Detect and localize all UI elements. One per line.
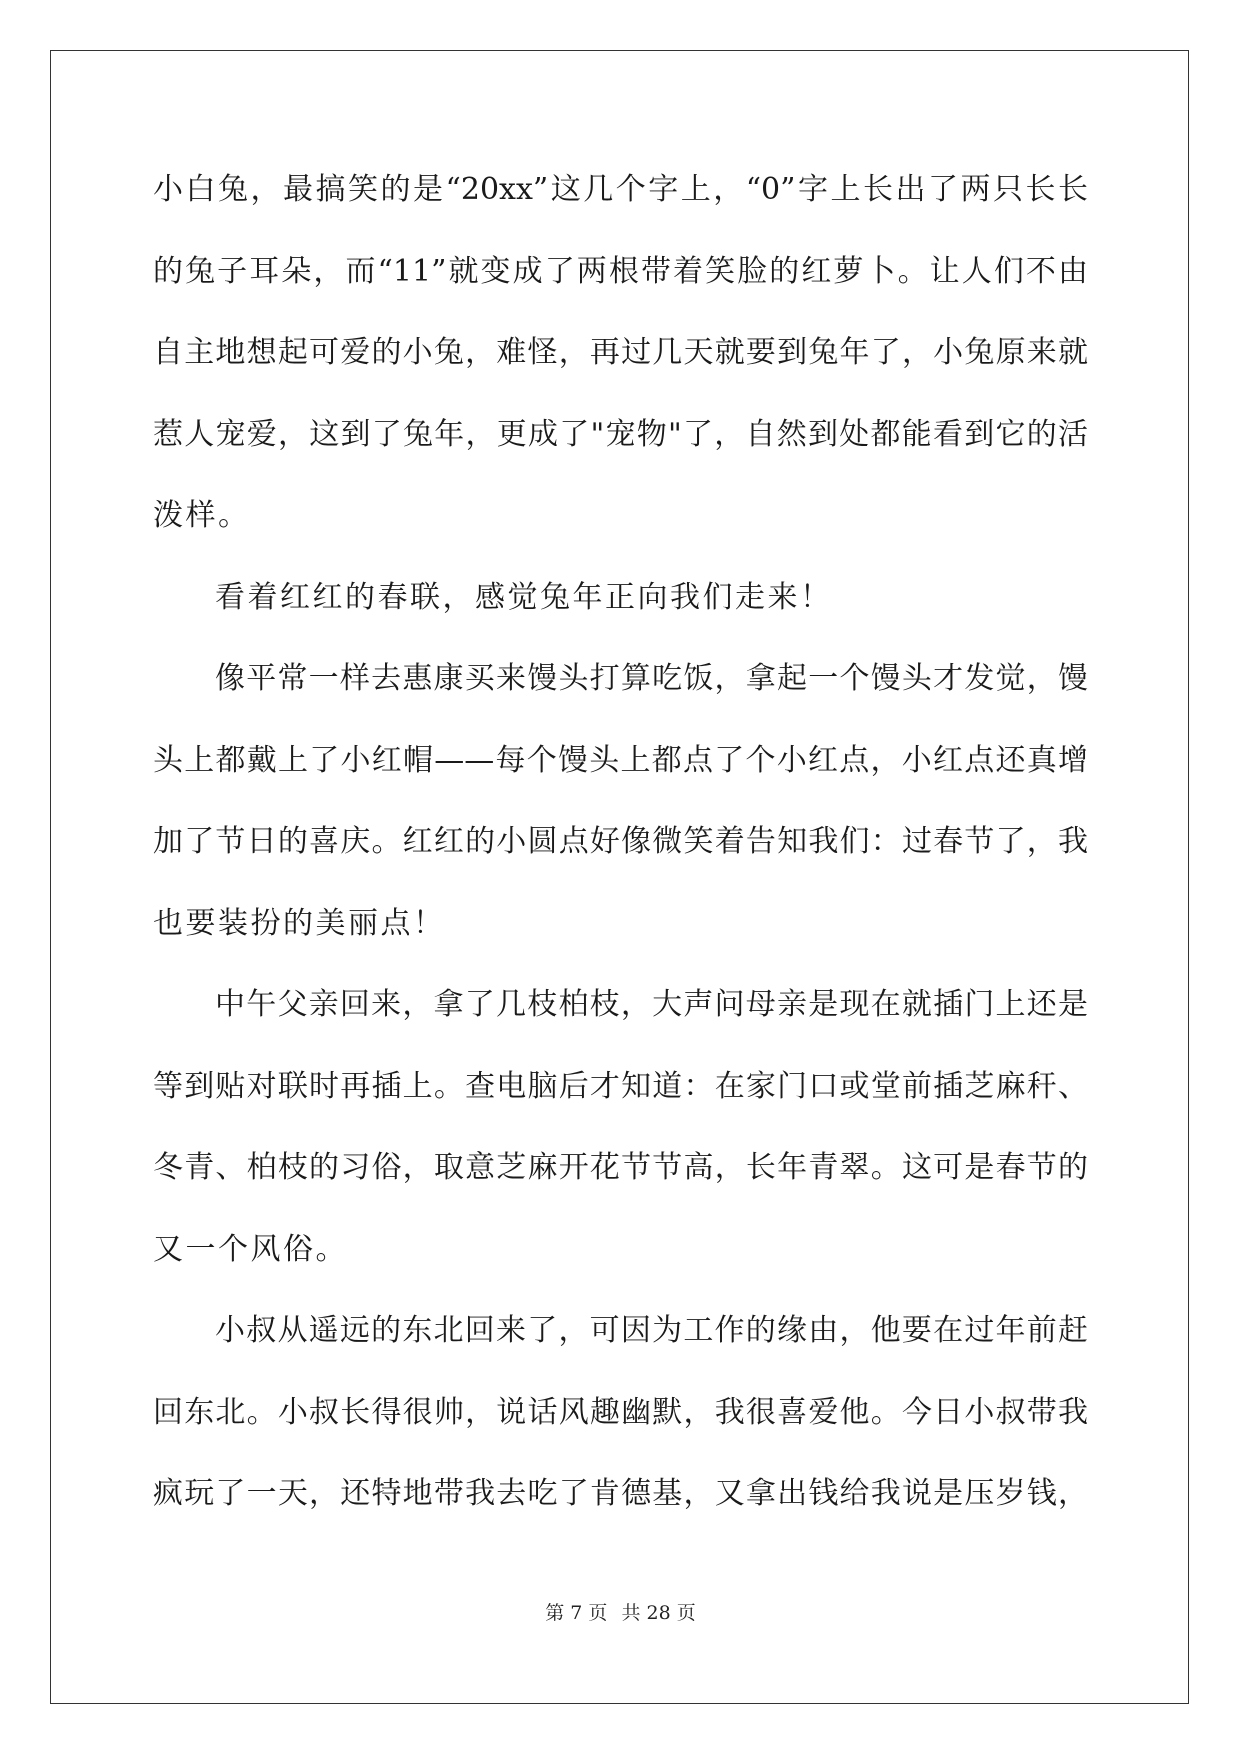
text-line-10: 也要装扮的美丽点！ [153,905,446,941]
text-line-17: 疯玩了一天，还特地带我去吃了肯德基，又拿出钱给我说是压岁钱， [153,1476,1088,1511]
text-line-16: 回东北。小叔长得很帅，说话风趣幽默，我很喜爱他。今日小叔带我 [153,1394,1088,1430]
document-body [153,160,1088,1546]
text-line-4: 惹人宠爱，这到了兔年，更成了"宠物"了，自然到处都能看到它的活 [153,416,1088,452]
text-line-14: 又一个风俗。 [153,1231,348,1267]
page-footer [0,1598,1241,1625]
text-line-9: 加了节日的喜庆。红红的小圆点好像微笑着告知我们：过春节了，我 [153,824,1088,859]
text-line-7: 像平常一样去惠康买来馒头打算吃饭，拿起一个馒头才发觉，馒 [215,661,1088,696]
text-line-13: 冬青、柏枝的习俗，取意芝麻开花节节高，长年青翠。这可是春节的 [153,1150,1088,1185]
text-line-8: 头上都戴上了小红帽——每个馒头上都点了个小红点，小红点还真增 [153,742,1088,778]
text-line-11: 中午父亲回来，拿了几枝柏枝，大声问母亲是现在就插门上还是 [215,987,1088,1022]
text-line-3: 自主地想起可爱的小兔，难怪，再过几天就要到兔年了，小兔原来就 [153,335,1088,370]
text-line-6: 看着红红的春联，感觉兔年正向我们走来！ [215,579,833,615]
page-number: 第 7 页 [545,1602,608,1624]
text-line-1: 小白兔，最搞笑的是“20xx”这几个字上，“0”字上长出了两只长长 [153,172,1088,207]
text-line-15: 小叔从遥远的东北回来了，可因为工作的缘由，他要在过年前赶 [215,1313,1088,1348]
text-line-12: 等到贴对联时再插上。查电脑后才知道：在家门口或堂前插芝麻秆、 [153,1068,1088,1104]
page-total: 共 28 页 [621,1602,696,1624]
text-line-2: 的兔子耳朵，而“11”就变成了两根带着笑脸的红萝卜。让人们不由 [153,253,1088,289]
text-line-5: 泼样。 [153,498,251,533]
